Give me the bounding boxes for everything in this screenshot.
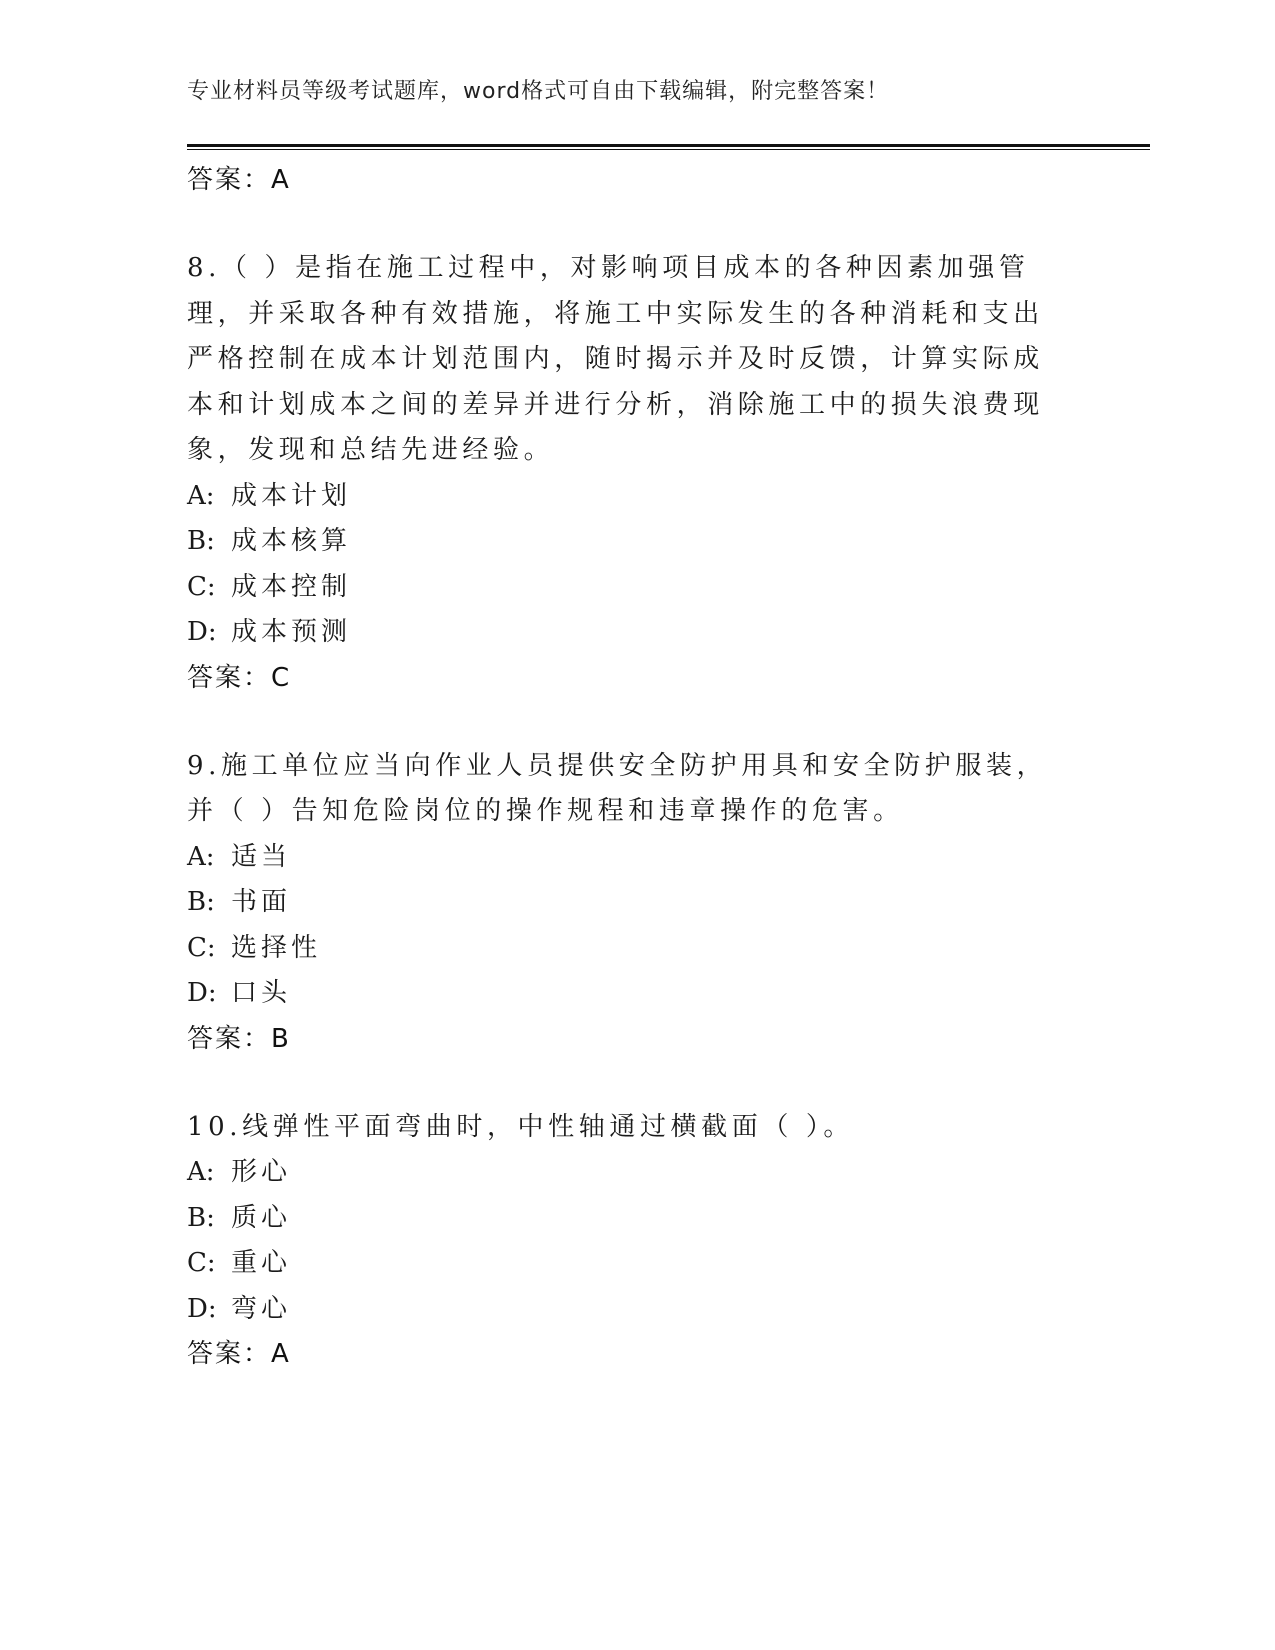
- option-c: [187, 1241, 1087, 1287]
- option-key: C:: [187, 1248, 216, 1278]
- option-b: [187, 519, 1087, 565]
- option-text: 成本控制: [231, 571, 352, 602]
- option-key: A:: [187, 480, 215, 511]
- option-key: A:: [187, 1157, 215, 1187]
- option-d: [187, 610, 1087, 656]
- option-text: 重心: [231, 1248, 292, 1278]
- option-a: [187, 835, 1087, 881]
- option-text: 弯心: [231, 1293, 292, 1324]
- header-divider-thin: [187, 149, 1150, 150]
- option-text: 适当: [231, 841, 292, 872]
- option-text: 选择性: [231, 932, 322, 963]
- header-divider-thick: [187, 144, 1150, 147]
- option-a: [187, 474, 1087, 520]
- option-text: 口头: [231, 978, 292, 1008]
- option-key: C:: [187, 932, 216, 963]
- option-text: 成本核算: [231, 526, 352, 556]
- option-d: [187, 971, 1087, 1017]
- option-c: [187, 926, 1087, 972]
- option-b: [187, 880, 1087, 926]
- option-key: D:: [187, 978, 217, 1008]
- question-stem: 10.线弹性平面弯曲时，中性轴通过横截面（ ）。: [187, 1111, 855, 1142]
- option-key: D:: [187, 617, 217, 647]
- option-text: 书面: [231, 887, 292, 917]
- header-divider: [187, 144, 1150, 150]
- question-9: [187, 744, 1087, 1061]
- option-text: 成本预测: [231, 617, 352, 647]
- option-key: B:: [187, 887, 215, 917]
- option-text: 成本计划: [231, 480, 352, 511]
- option-key: A:: [187, 841, 215, 872]
- option-text: 形心: [231, 1157, 292, 1187]
- option-a: [187, 1150, 1087, 1196]
- option-key: B:: [187, 526, 215, 556]
- previous-answer: 答案：A: [187, 165, 291, 195]
- question-8: [187, 246, 1087, 700]
- option-text: 质心: [231, 1202, 292, 1233]
- question-list: [187, 158, 1087, 1376]
- question-answer: 答案：C: [187, 662, 292, 693]
- option-b: [187, 1196, 1087, 1242]
- option-key: B:: [187, 1202, 215, 1233]
- question-stem: 9.施工单位应当向作业人员提供安全防护用具和安全防护服装，并（ ）告知危险岗位的操作规程和违章操作的危害。: [187, 750, 1048, 826]
- question-answer: 答案：B: [187, 1023, 291, 1054]
- option-c: [187, 565, 1087, 611]
- question-answer: 答案：A: [187, 1339, 291, 1369]
- question-10: [187, 1105, 1087, 1377]
- page-header: 专业材料员等级考试题库，word格式可自由下载编辑，附完整答案！: [187, 79, 890, 104]
- option-key: C:: [187, 571, 216, 602]
- option-key: D:: [187, 1293, 217, 1324]
- option-d: [187, 1287, 1087, 1333]
- question-stem: 8.（ ）是指在施工过程中，对影响项目成本的各种因素加强管理，并采取各种有效措施，将施工中实际发生的各种消耗和支出严格控制在成本计划范围内，随时揭示并及时反馈，计算实际成本和计划成本之间的差异并进行分析，消除施工中的损失浪费现象，发现和总结先进经验。: [187, 253, 1044, 465]
